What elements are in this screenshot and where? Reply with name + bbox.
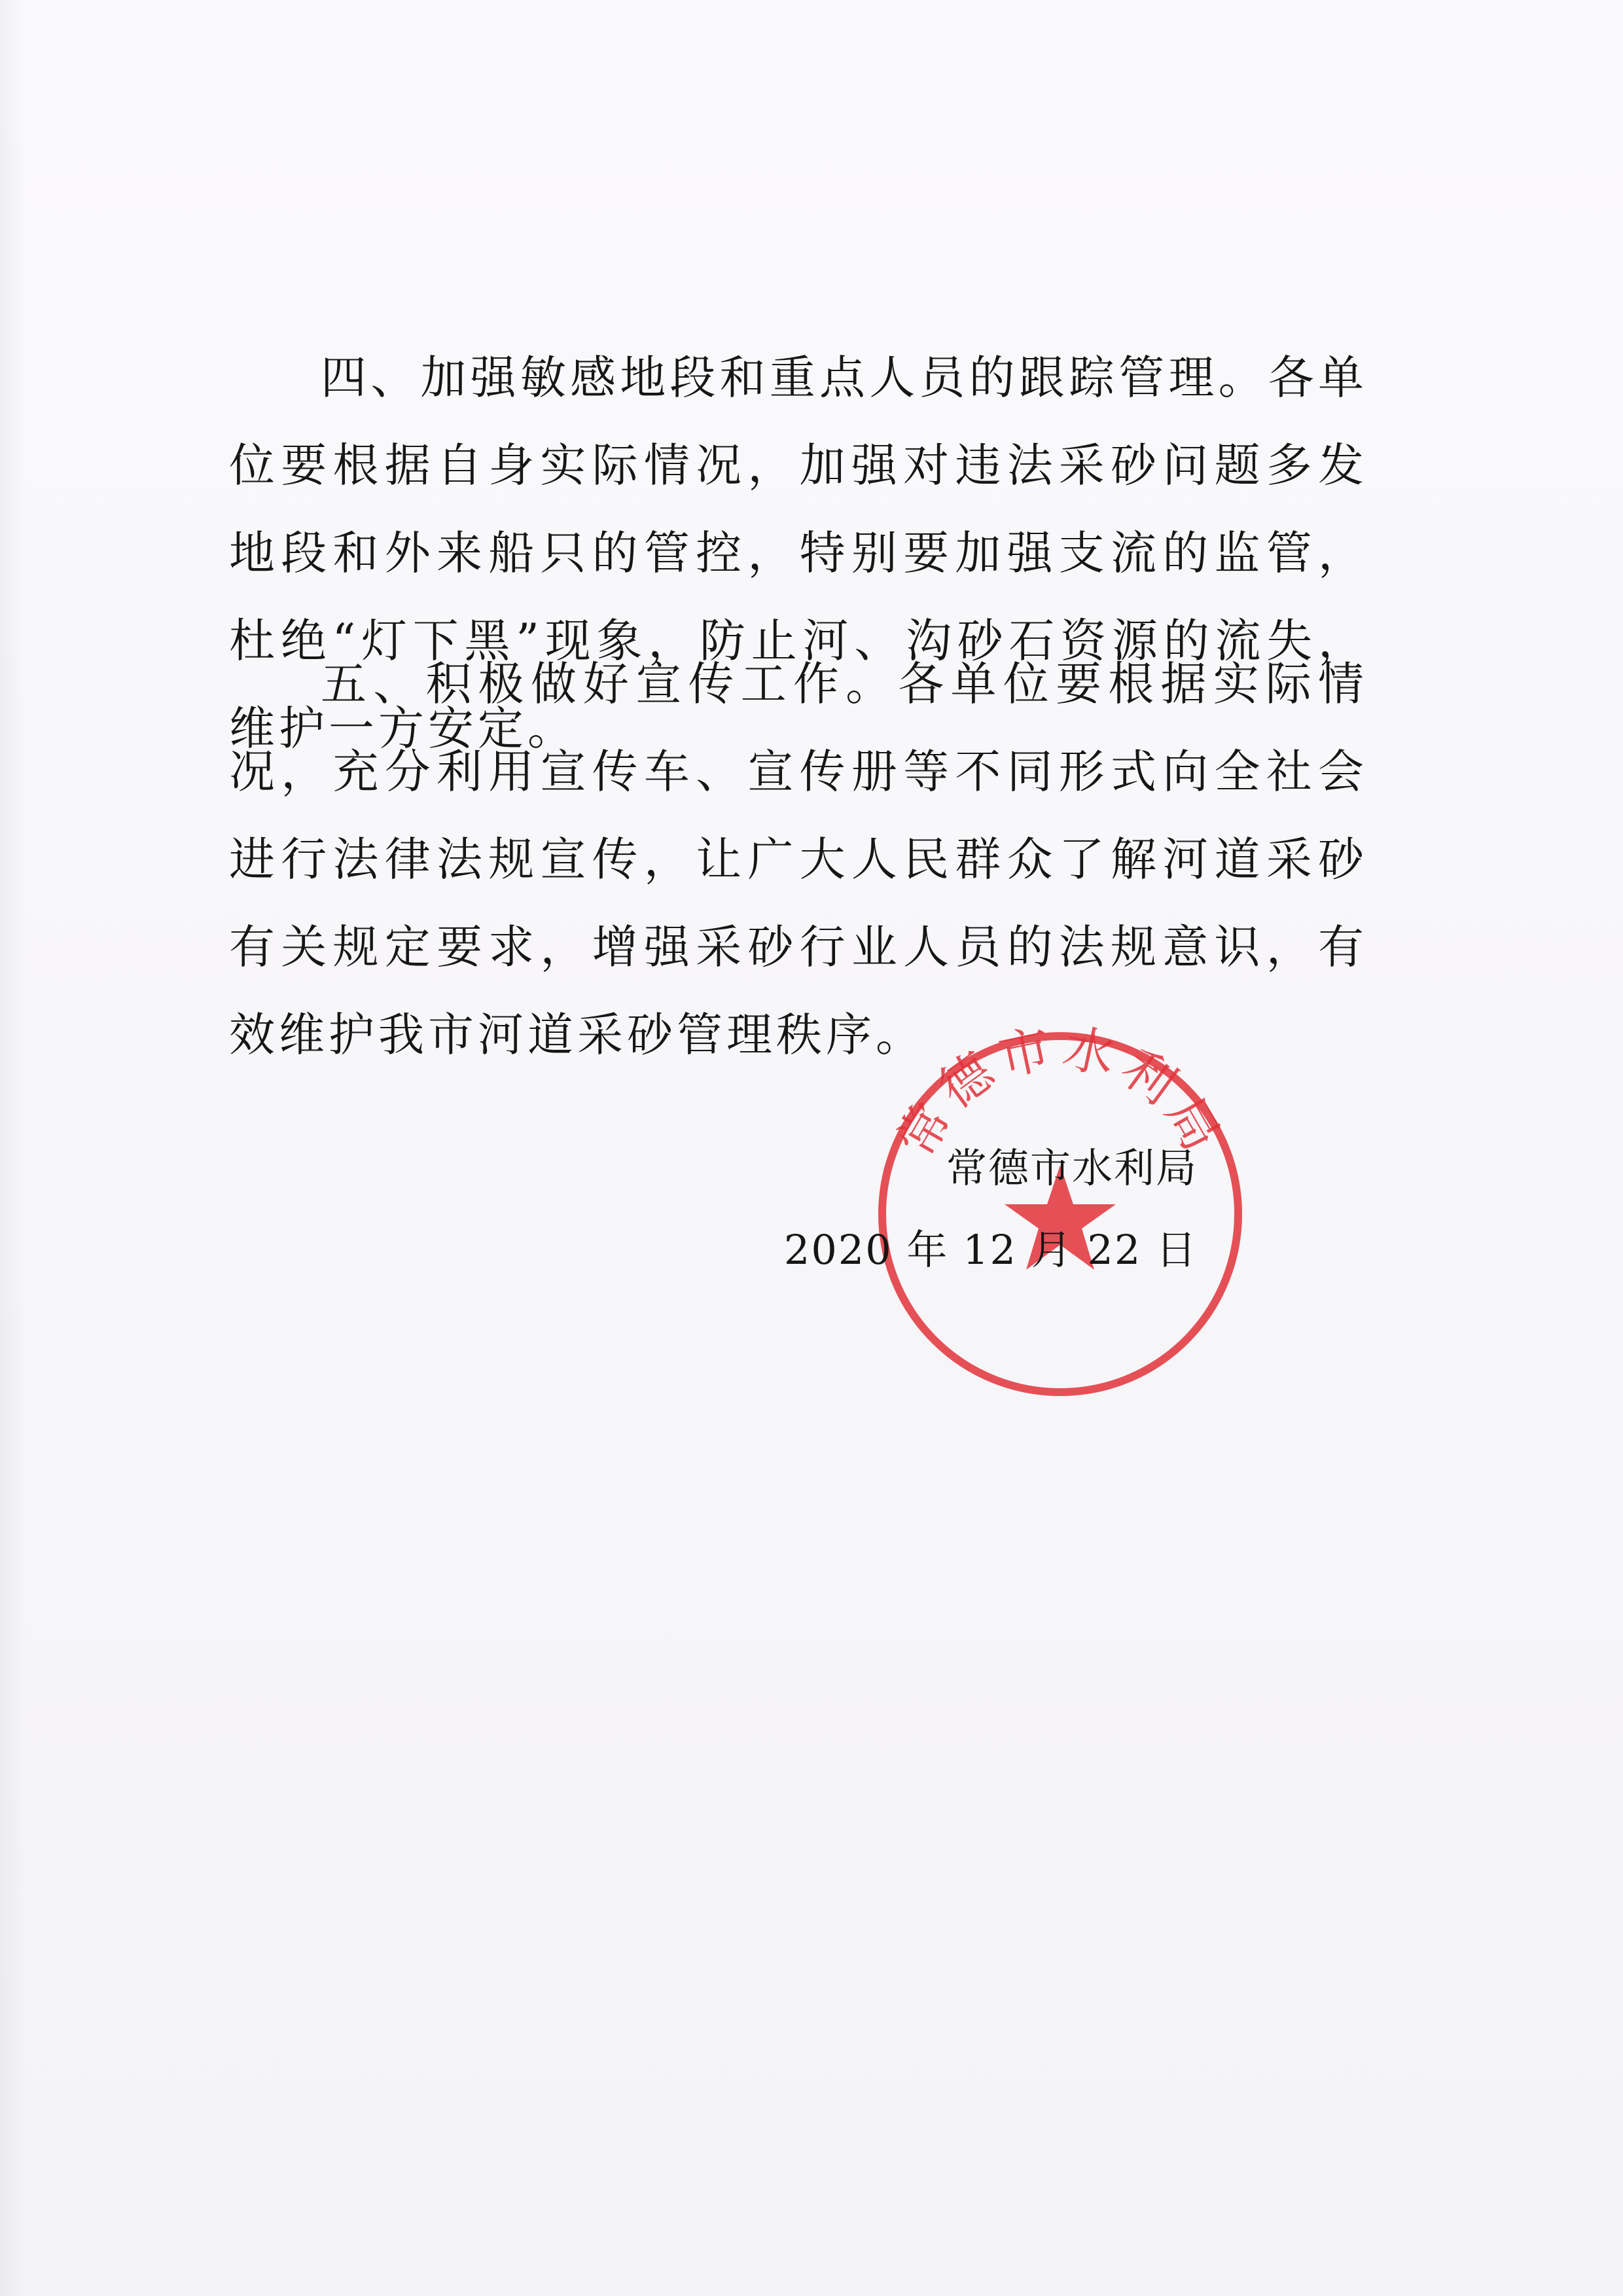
paragraph-four: 四、加强敏感地段和重点人员的跟踪管理。各单位要根据自身实际情况，加强对违法采砂问题多发地段和外来船只的管控，特别要加强支流的监管，杜绝“灯下黑”现象，防止河、沟砂石资源的流失，维护一方安定。 — [229, 351, 1368, 755]
signature-organization: 常德市水利局 — [946, 1144, 1198, 1192]
paragraph-five: 五、积极做好宣传工作。各单位要根据实际情况，充分利用宣传车、宣传册等不同形式向全社会进行法律法规宣传，让广大人民群众了解河道采砂有关规定要求，增强采砂行业人员的法规意识，有效维护我市河道采砂管理秩序。 — [229, 657, 1368, 1062]
seal-arc-text: 常德市水利局 — [886, 1018, 1234, 1167]
signature-date: 2020 年 12 月 22 日 — [783, 1226, 1198, 1274]
official-seal — [864, 1018, 1257, 1410]
